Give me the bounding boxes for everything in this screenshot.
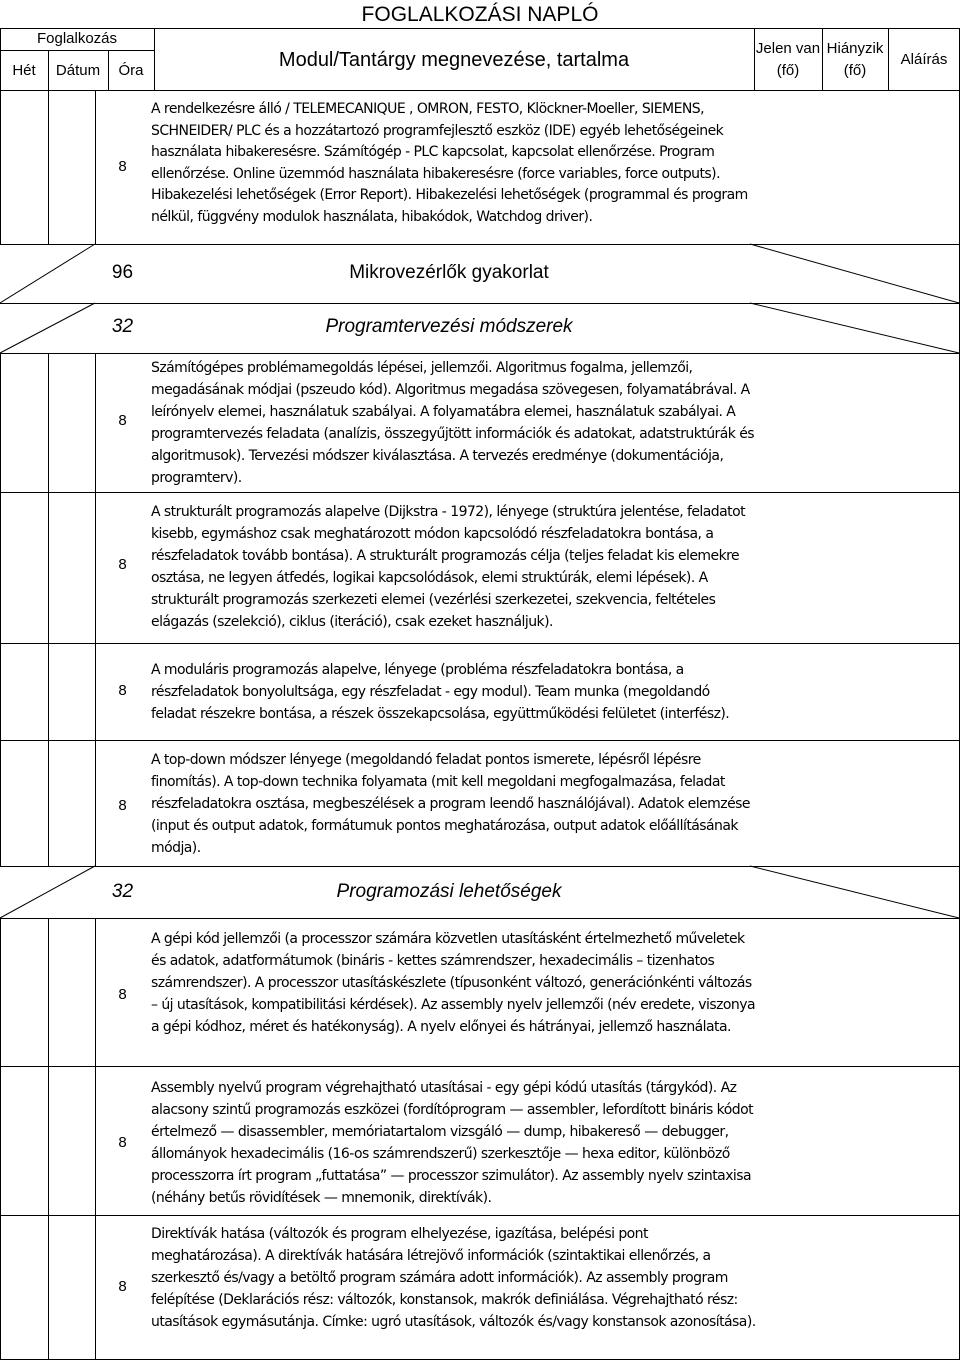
row-hours: 8 bbox=[118, 412, 127, 429]
topic-hours: 32 bbox=[111, 316, 134, 337]
row-content: Számítógépes problémamegoldás lépései, jellemzői. Algoritmus fogalma, jellemzői, megadásának módjai (pszeudo kód). Algoritmus megadása szövegesen, folyamatábrával. A leírónyelv elemei, használatuk szabályai. A folyamatábra elemei, használatuk szabályai. A programtervezés feladata (analízis, összegyűjtött információk és adatokat, adatstruktúrák és algoritmusok). Tervezési módszer kiválasztása. A tervezés eredménye (dokumentációja, programterv). bbox=[151, 360, 755, 486]
row-content: A gépi kód jellemzői (a processzor számára közvetlen utasításként értelmezhető műveletek és adatok, adatformátumok (bináris - kettes számrendszer, hexadecimális – tizenhatos számrendszer). A processzor utasításkészlete (típusonként változó, generációnkénti változás – új utasítások, kompatibilitási kérdések). Az assembly nyelv jellemzői (név eredete, viszonya a gépi kódhoz, méret és hatékonyság). A nyelv előnyei és hátrányai, jellemző használata. bbox=[151, 931, 756, 1035]
column-week: Hét bbox=[12, 62, 36, 79]
page-title: FOGLALKOZÁSI NAPLÓ bbox=[361, 3, 599, 26]
row-content: A rendelkezésre álló / TELEMECANIQUE , OMRON, FESTO, Klöckner-Moeller, SIEMENS, SCHNEIDER/ PLC és a hozzátartozó programfejlesztő eszköz (IDE) egyéb lehetőségeinek használata hibakeresésre. Számítógép - PLC kapcsolat, kapcsolat ellenőrzése. Program ellenőrzése. Online üzemmód használata hibakeresésre (force variables, force outputs). Hibakezelési lehetőségek (Error Report). Hibakezelési lehetőségek (programmal és program nélkül, függvény modulok használata, hibakódok, Watchdog driver). bbox=[151, 101, 748, 225]
row-content: A strukturált programozás alapelve (Dijkstra - 1972), lényege (struktúra jelentése, feladatot kisebb, egymáshoz csak meghatározott módon kapcsolódó részfeladatokra bontása, a részfeladatok tovább bontása). A strukturált programozás célja (teljes feladat kis elemekre osztása, ne legyen átfedés, logikai kapcsolódások, elemi struktúrák, elemi lépések). A strukturált programozás szerkezeti elemei (vezérlési szerkezetei, szekvencia, feltételes elágazás (szelekció), ciklus (iteráció), csak ezeket használjuk). bbox=[151, 504, 746, 630]
row-hours: 8 bbox=[118, 158, 127, 175]
row-hours: 8 bbox=[118, 797, 127, 814]
column-group-session: Foglalkozás bbox=[36, 30, 118, 47]
row-content: A moduláris programozás alapelve, lényege (probléma részfeladatokra bontása, a részfeladatok bonyolultsága, egy részfeladat - egy modul). Team munka (megoldandó feladat részekre bontása, a részek összekapcsolása, együttműködési felületet (interfész). bbox=[151, 662, 730, 722]
row-hours: 8 bbox=[118, 1278, 127, 1295]
row-hours: 8 bbox=[118, 986, 127, 1003]
column-subject: Modul/Tantárgy megnevezése, tartalma bbox=[278, 49, 630, 71]
module-hours: 96 bbox=[111, 262, 134, 283]
column-absent-unit: (fő) bbox=[843, 62, 867, 79]
topic-title: Programtervezési módszerek bbox=[325, 316, 573, 337]
column-signature: Aláírás bbox=[900, 51, 948, 68]
row-hours: 8 bbox=[118, 682, 127, 699]
topic-title: Programozási lehetőségek bbox=[336, 881, 562, 902]
column-present-unit: (fő) bbox=[776, 62, 800, 79]
row-content: Assembly nyelvű program végrehajtható utasításai - egy gépi kódú utasítás (tárgykód). Az alacsony szintű programozás eszközei (fordítóprogram — assembler, lefordított bináris kódot értelmező — disassembler, memóriatartalom vizsgáló — dump, hibakereső — debugger, állományok hexadecimális (16-os számrendszerű) szerkesztője — hexa editor, különböző processzorra írt program „futtatása” — processzor szimulátor). Az assembly nyelv szintaxisa (néhány betűs rövidítések — mnemonik, direktívák). bbox=[151, 1080, 754, 1206]
column-present-label: Jelen van bbox=[755, 40, 821, 57]
module-title: Mikrovezérlők gyakorlat bbox=[349, 262, 549, 283]
row-content: A top-down módszer lényege (megoldandó feladat pontos ismerete, lépésről lépésre finomítás). A top-down technika folyamata (mit kell megoldani megfogalmazása, feladat részfeladatokra osztása, megbeszélések a program leendő használójával). Adatok elemzése (input és output adatok, formátumuk pontos meghatározása, output adatok előállításának módja). bbox=[151, 752, 750, 856]
column-hours: Óra bbox=[118, 62, 144, 79]
row-content: Direktívák hatása (változók és program elhelyezése, igazítása, belépési pont meghatározása). A direktívák hatására létrejövő információk (szintaktikai ellenőrzés, a szerkesztő és/vagy a betöltő program számára adott információk). Az assembly program felépítése (Deklarációs rész: változók, konstansok, makrók definiálása. Végrehajtható rész: utasítások egymásutánja. Címke: ugró utasítások, változók és/vagy konstansok azonosítása). bbox=[151, 1226, 756, 1330]
column-date: Dátum bbox=[55, 62, 101, 79]
column-absent-label: Hiányzik bbox=[826, 40, 884, 57]
topic-hours: 32 bbox=[111, 881, 134, 902]
row-hours: 8 bbox=[118, 1134, 127, 1151]
row-hours: 8 bbox=[118, 556, 127, 573]
